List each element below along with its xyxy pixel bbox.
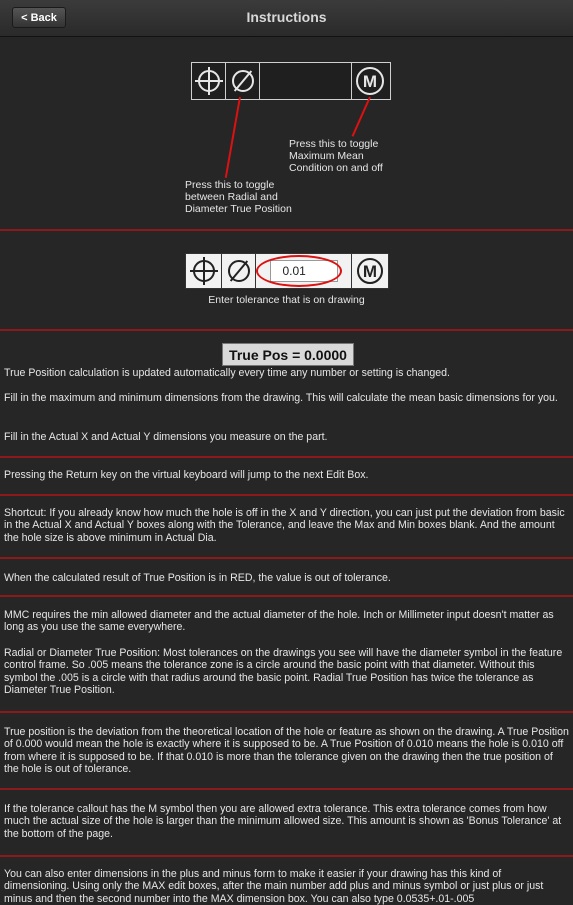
feature-control-frame-diagram (191, 62, 391, 100)
info-paragraph: Radial or Diameter True Position: Most tolerances on the drawings you see will have the diameter symbol in the feature control frame. So .005 means the tolerance zone is a circle around the basic point with that diameter. Without this symbol the .005 is a circle with that radius around the basic point. Radial True Position has twice the tolerance as Diameter True Position. (4, 647, 563, 697)
true-position-symbol-cell (192, 63, 226, 99)
info-paragraph: Pressing the Return key on the virtual keyboard will jump to the next Edit Box. (4, 469, 369, 481)
mmc-icon (356, 67, 384, 95)
back-button[interactable]: < Back (12, 7, 66, 28)
info-paragraph: True Position calculation is updated automatically every time any number or setting is changed. (4, 367, 450, 379)
tolerance-input: 0.01 (270, 260, 338, 282)
divider-line (0, 329, 573, 331)
divider-line (0, 557, 573, 559)
top-bar (0, 0, 573, 37)
tolerance-caption: Enter tolerance that is on drawing (208, 294, 365, 306)
radial-caption: Press this to toggle between Radial and Diameter True Position (185, 179, 292, 215)
info-paragraph: Shortcut: If you already know how much the hole is off in the X and Y direction, you can just put the deviation from basic in the Actual X and Actual Y boxes along with the Tolerance, and leave the Max and Min boxes blank. And the amount the hole size is above minimum in Actual Dia. (4, 507, 565, 544)
divider-line (0, 229, 573, 231)
tolerance-blank-cell (260, 63, 352, 99)
diameter-toggle-cell (226, 63, 260, 99)
info-paragraph: You can also enter dimensions in the plus and minus form to make it easier if your drawing has this kind of dimensioning. Using only the MAX edit boxes, after the main number add plus and minus symbol or just plus or just minus and then the second number into the MAX dimension box. You can also type 0.0535+.01-.005 (4, 868, 544, 905)
info-paragraph: MMC requires the min allowed diameter and the actual diameter of the hole. Inch or Millimeter input doesn't matter as long as you use the same everywhere. (4, 609, 554, 634)
diameter-pointer-line (225, 97, 241, 178)
divider-line (0, 855, 573, 857)
mmc-symbol: M (362, 261, 378, 281)
true-position-symbol-cell (186, 254, 222, 288)
divider-line (0, 711, 573, 713)
info-paragraph: When the calculated result of True Position is in RED, the value is out of tolerance. (4, 572, 391, 584)
divider-line (0, 595, 573, 597)
divider-line (0, 494, 573, 496)
diameter-icon (228, 260, 250, 282)
true-position-icon (198, 70, 220, 92)
info-paragraph: Fill in the maximum and minimum dimensions from the drawing. This will calculate the mean basic dimensions for you. (4, 392, 558, 404)
diameter-icon (232, 70, 254, 92)
info-paragraph: True position is the deviation from the theoretical location of the hole or feature as shown on the drawing. A True Position of 0.000 would mean the hole is exactly where it is supposed to be. A True Position of 0.010 means the hole is 0.010 off from where it is supposed to be. If that 0.010 is more than the tolerance given on the drawing then the true position of the hole is out of tolerance. (4, 726, 569, 776)
mmc-toggle-cell (352, 63, 388, 99)
mmc-caption: Press this to toggle Maximum Mean Condition on and off (289, 138, 383, 174)
page-title: Instructions (246, 9, 327, 25)
divider-line (0, 456, 573, 458)
mmc-symbol-cell (352, 254, 388, 288)
diameter-symbol-cell (222, 254, 256, 288)
true-position-icon (193, 260, 215, 282)
mmc-pointer-line (352, 97, 371, 137)
mmc-icon (357, 258, 383, 284)
info-paragraph: If the tolerance callout has the M symbol then you are allowed extra tolerance. This extra tolerance comes from how much the actual size of the hole is larger than the minimum allowed size. This amount is shown as 'Bonus Tolerance' at the bottom of the page. (4, 803, 562, 840)
true-position-result-label: True Pos = 0.0000 (222, 343, 354, 366)
tolerance-highlight-ellipse (256, 255, 342, 287)
divider-line (0, 788, 573, 790)
info-paragraph: Fill in the Actual X and Actual Y dimensions you measure on the part. (4, 431, 328, 443)
mmc-symbol: M (362, 71, 378, 91)
